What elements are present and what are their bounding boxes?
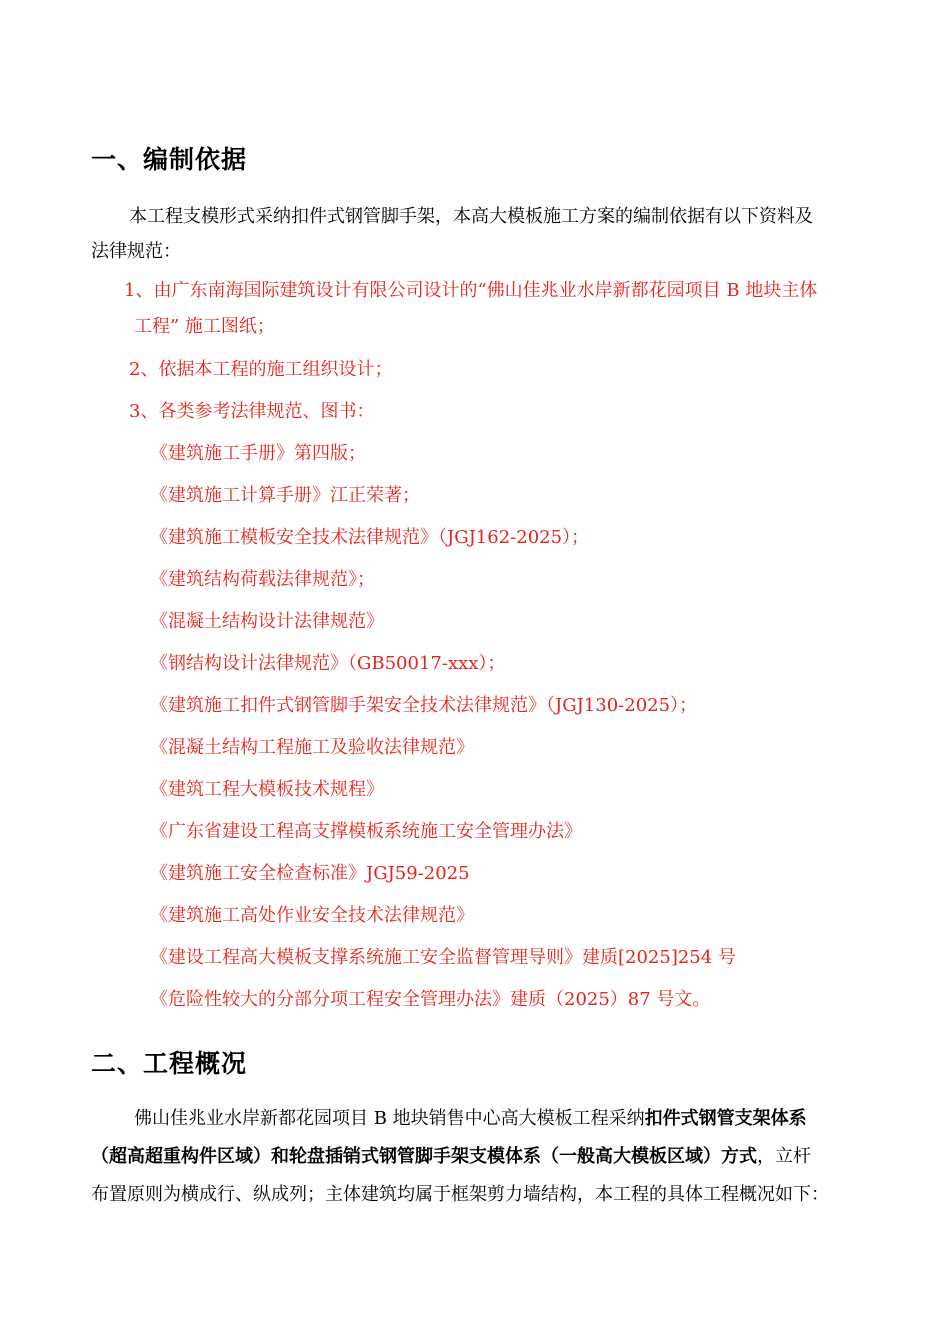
reference-item: 《广东省建设工程高支撑模板系统施工安全管理办法》 — [150, 821, 582, 842]
basis-item-1-line-2: 工程” 施工图纸； — [134, 316, 275, 337]
reference-item: 《建筑施工计算手册》江正荣著； — [150, 485, 420, 506]
overview-emphasis: 扣件式钢管支架体系 — [644, 1108, 807, 1129]
basis-item-3: 3、各类参考法律规范、图书： — [129, 401, 375, 422]
reference-item: 《钢结构设计法律规范》（GB50017-xxx）； — [150, 653, 506, 674]
reference-item: 《危险性较大的分部分项工程安全管理办法》建质（2025）87 号文。 — [150, 989, 711, 1010]
overview-text: 佛山佳兆业水岸新都花园项目 B 地块销售中心高大模板工程采纳 — [134, 1108, 645, 1129]
intro-line-2: 法律规范： — [91, 241, 181, 262]
overview-text: ，立杆 — [757, 1146, 811, 1167]
basis-item-2: 2、依据本工程的施工组织设计； — [129, 359, 393, 380]
reference-item: 《建筑施工安全检查标准》JGJ59-2025 — [150, 863, 470, 884]
reference-item: 《建筑工程大模板技术规程》 — [150, 779, 384, 800]
reference-item: 《建筑结构荷载法律规范》； — [150, 569, 375, 590]
section1-heading: 一、编制依据 — [91, 145, 248, 174]
reference-item: 《混凝土结构工程施工及验收法律规范》 — [150, 737, 474, 758]
overview-line-3: 布置原则为横成行、纵成列；主体建筑均属于框架剪力墙结构，本工程的具体工程概况如下： — [91, 1184, 829, 1205]
reference-item: 《建筑施工手册》第四版； — [150, 443, 366, 464]
reference-item: 《混凝土结构设计法律规范》 — [150, 611, 384, 632]
reference-item: 《建筑施工扣件式钢管脚手架安全技术法律规范》（JGJ130-2025）； — [150, 695, 698, 716]
overview-emphasis: （超高超重构件区域）和轮盘插销式钢管脚手架支模体系（一般高大模板区域）方式 — [91, 1146, 757, 1167]
section2-heading: 二、工程概况 — [91, 1049, 248, 1078]
overview-line-1 — [134, 1107, 807, 1131]
basis-item-1-line-1: 1、由广东南海国际建筑设计有限公司设计的“佛山佳兆业水岸新都花园项目 B 地块主体 — [124, 280, 818, 301]
reference-item: 《建筑施工高处作业安全技术法律规范》 — [150, 905, 474, 926]
reference-item: 《建设工程高大模板支撑系统施工安全监督管理导则》建质[2025]254 号 — [150, 947, 736, 968]
reference-item: 《建筑施工模板安全技术法律规范》（JGJ162-2025）； — [150, 527, 590, 548]
overview-line-2 — [91, 1145, 811, 1169]
intro-line-1: 本工程支模形式采纳扣件式钢管脚手架，本高大模板施工方案的编制依据有以下资料及 — [129, 206, 813, 227]
